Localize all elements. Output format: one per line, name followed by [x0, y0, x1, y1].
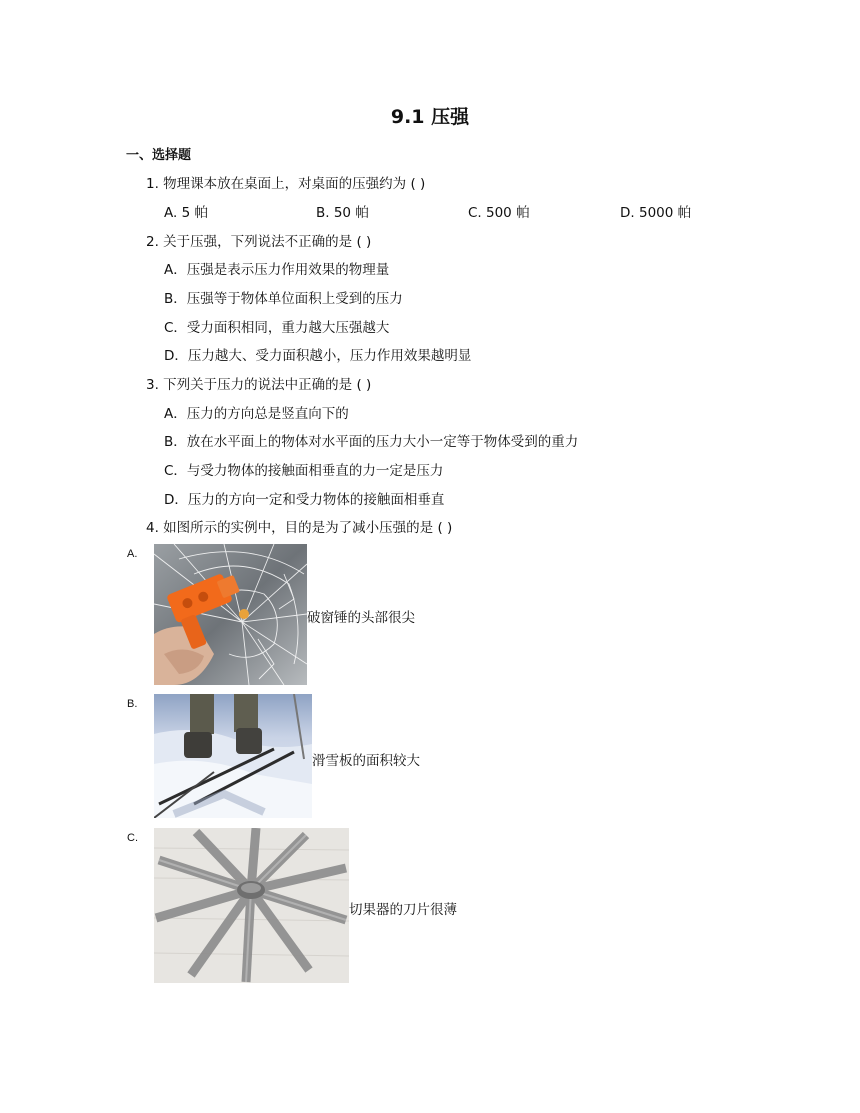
page-title: 9.1 压强	[390, 106, 470, 128]
question-4: 4. 如图所示的实例中，目的是为了减小压强的是 ( )	[146, 520, 453, 536]
q3-option-a: A．压力的方向总是竖直向下的	[164, 406, 349, 422]
section-heading: 一、选择题	[126, 148, 192, 163]
q2-option-c: C．受力面积相同，重力越大压强越大	[164, 320, 390, 336]
question-1: 1. 物理课本放在桌面上，对桌面的压强约为 ( )	[146, 176, 426, 192]
choice-a-caption: 破窗锤的头部很尖	[307, 610, 415, 626]
ski-image	[154, 694, 312, 818]
q1-option-b: B. 50 帕	[316, 205, 369, 221]
choice-a-letter: A.	[127, 548, 138, 560]
choice-b-letter: B.	[127, 698, 138, 710]
question-2: 2. 关于压强，下列说法不正确的是 ( )	[146, 234, 372, 250]
choice-c-caption: 切果器的刀片很薄	[349, 902, 457, 918]
question-3: 3. 下列关于压力的说法中正确的是 ( )	[146, 377, 372, 393]
q1-option-a: A. 5 帕	[164, 205, 208, 221]
window-hammer-image	[154, 544, 307, 685]
q3-option-b: B．放在水平面上的物体对水平面的压力大小一定等于物体受到的重力	[164, 434, 579, 450]
choice-b-caption: 滑雪板的面积较大	[312, 753, 420, 769]
q2-option-b: B．压强等于物体单位面积上受到的压力	[164, 291, 403, 307]
fruit-cutter-image	[154, 828, 349, 983]
q1-option-d: D. 5000 帕	[620, 205, 692, 221]
q1-option-c: C. 500 帕	[468, 205, 530, 221]
q2-option-a: A．压强是表示压力作用效果的物理量	[164, 262, 390, 278]
choice-c-letter: C.	[127, 832, 138, 844]
q2-option-d: D．压力越大、受力面积越小，压力作用效果越明显	[164, 348, 472, 364]
q3-option-d: D．压力的方向一定和受力物体的接触面相垂直	[164, 492, 445, 508]
q3-option-c: C．与受力物体的接触面相垂直的力一定是压力	[164, 463, 444, 479]
